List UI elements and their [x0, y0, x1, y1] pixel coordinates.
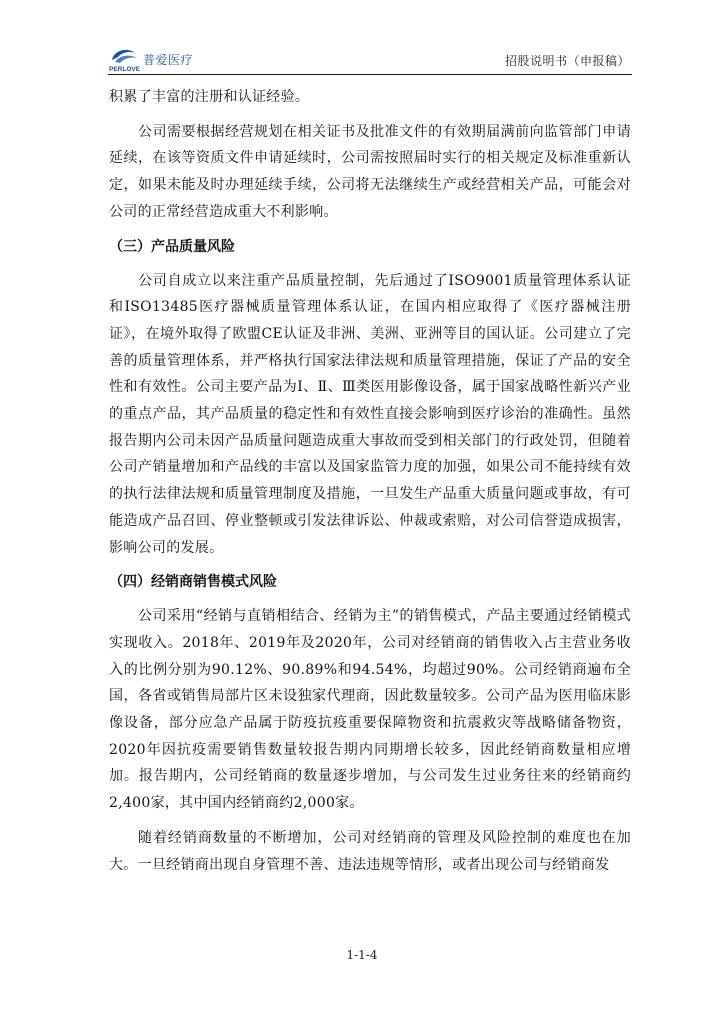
- company-name: 普爱医疗: [143, 53, 194, 67]
- paragraph-license-renewal: 公司需要根据经营规划在相关证书及批准文件的有效期届满前向监管部门申请延续，在该等资质文件申请延续时，公司需按照届时实行的相关规定及标准重新认定，如果未能及时办理延续手续，公司将无法继续生产或经营相关产品，可能会对公司的正常经营造成重大不利影响。: [109, 123, 631, 220]
- svg-text:PERLOVE: PERLOVE: [109, 66, 140, 72]
- page-header: [108, 44, 632, 75]
- company-logo-icon: [108, 46, 140, 72]
- paragraph-quality-risk: 公司自成立以来注重产品质量控制，先后通过了ISO9001质量管理体系认证和ISO13485医疗器械质量管理体系认证，在国内相应取得了《医疗器械注册证》，在境外取得了欧盟CE认证及非洲、美洲、亚洲等目的国认证。公司建立了完善的质量管理体系，并严格执行国家法律法规和质量管理措施，保证了产品的安全性和有效性。公司主要产品为Ⅰ、Ⅱ、Ⅲ类医用影像设备，属于国家战略性新兴产业的重点产品，其产品质量的稳定性和有效性直接会影响到医疗诊治的准确性。虽然报告期内公司未因产品质量问题造成重大事故而受到相关部门的行政处罚，但随着公司产销量增加和产品线的丰富以及国家监管力度的加强，如果公司不能持续有效的执行法律法规和质量管理制度及措施，一旦发生产品重大质量问题或事故，有可能造成产品召回、停业整顿或引发法律诉讼、仲裁或索赔，对公司信誉造成损害，影响公司的发展。: [109, 272, 631, 556]
- paragraph-distributor-management: 随着经销商数量的不断增加，公司对经销商的管理及风险控制的难度也在加大。一旦经销商出现自身管理不善、违法违规等情形，或者出现公司与经销商发: [109, 829, 631, 873]
- document-title: 招股说明书（申报稿）: [504, 54, 630, 68]
- section-heading-distributor-risk: （四）经销商销售模式风险: [109, 574, 277, 591]
- paragraph-continuation: 积累了丰富的注册和认证经验。: [109, 89, 310, 105]
- page-number: 1-1-4: [346, 948, 378, 962]
- paragraph-distributor-model: 公司采用“经销与直销相结合、经销为主”的销售模式，产品主要通过经销模式实现收入。2018年、2019年及2020年，公司对经销商的销售收入占主营业务收入的比例分别为90.12%、90.89%和94.54%，均超过90%。公司经销商遍布全国，各省或销售局部片区未设独家代理商，因此数量较多。公司产品为医用临床影像设备，部分应急产品属于防疫抗疫重要保障物资和抗震救灾等战略储备物资，2020年因抗疫需要销售数量较报告期内同期增长较多，因此经销商数量相应增加。报告期内，公司经销商的数量逐步增加，与公司发生过业务往来的经销商约2,400家，其中国内经销商约2,000家。: [109, 608, 631, 812]
- section-heading-quality-risk: （三）产品质量风险: [109, 238, 235, 255]
- document-body: [109, 84, 631, 878]
